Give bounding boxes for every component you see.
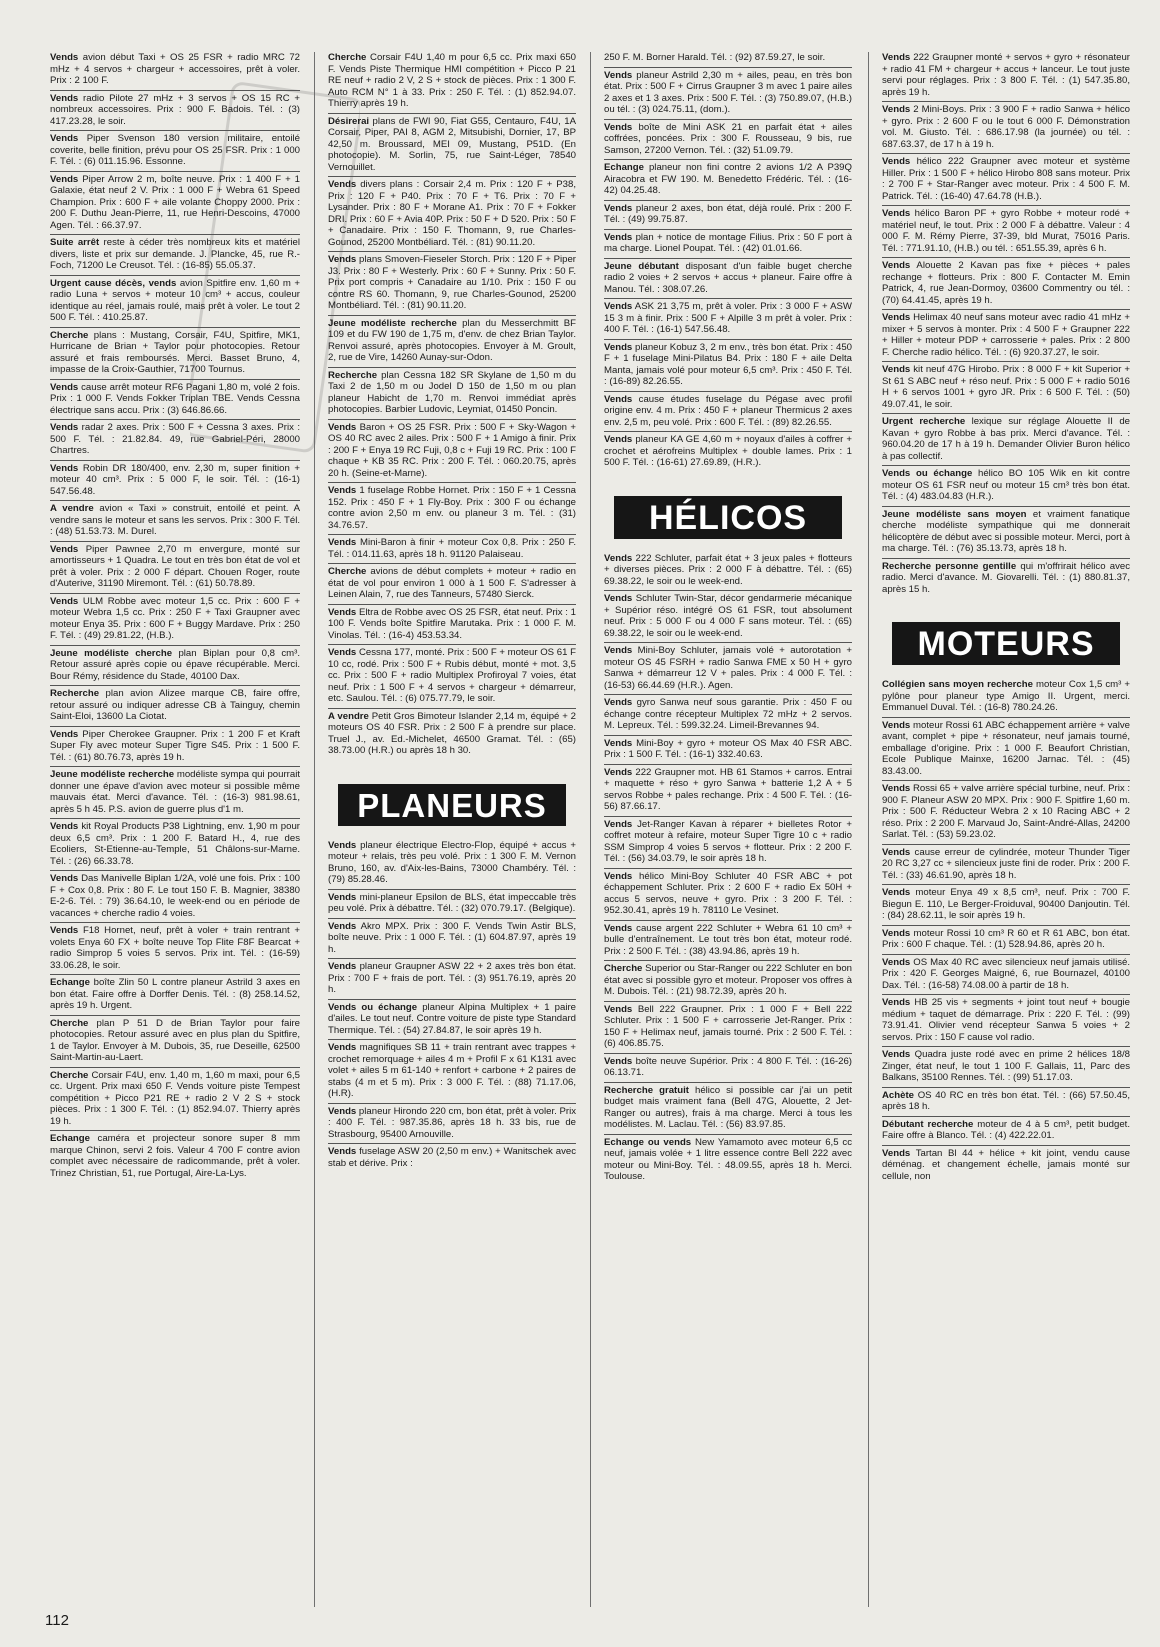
ad-body: Corsair F4U, env. 1,40 m, 1,60 m maxi, pour 6,5 cc. Urgent. Prix maxi 650 F. Vends voiture piste Tempest compétition + Picco P21 RE + radio 2 V 2 S + stock pièces. Prix : 1 300 F. Tél. : (1) 852.94.07. Thierry après 19 h. <box>50 1069 300 1127</box>
column-rule <box>314 52 315 1607</box>
classified-ad <box>50 420 300 461</box>
ad-lead: Recherche gratuit <box>604 1084 689 1096</box>
ad-body: planeur Hirondo 220 cm, bon état, prêt à voler. Prix : 400 F. Tél. : 987.35.86, après 18 h. 33 bis, rue de Strasbourg, 95400 Arnouville. <box>328 1105 576 1140</box>
classified-ad <box>604 921 852 962</box>
ad-body: moteur Rossi 10 cm³ R 60 et R 61 ABC, bon état. Prix : 600 F chaque. Tél. : (1) 528.94.86, après 20 h. <box>882 927 1130 950</box>
ad-lead: Vends <box>50 821 79 832</box>
ad-body: Eltra de Robbe avec OS 25 FSR, état neuf. Prix : 1 100 F. Vends boîte Spitfire Marutaka. Prix : 1 000 F. M. Vinolas. Tél. : (16-4) 453.53.34. <box>328 606 576 641</box>
ad-body: plan du Messerchmitt BF 109 et du FW 190 de 1,75 m, d'env. de chez Brian Taylor. Renvoi assuré, après photocopies. Envoyer à M. Groult, 2, rue de Vire, 14260 Aunay-sur-Odon. <box>328 317 576 363</box>
ad-lead: Vends <box>882 1147 911 1159</box>
ad-lead: Achète <box>882 1089 914 1101</box>
ad-lead: Vends <box>604 922 633 934</box>
classified-ad <box>328 919 576 960</box>
classified-ad <box>604 432 852 472</box>
ad-body: ASK 21 3,75 m, prêt à voler. Prix : 3 000 F + ASW 15 3 m à finir. Prix : 500 F + Alpille 3 m prêt à voler. Prix : 400 F. Tél. : (16-1) 547.56.48. <box>604 301 852 335</box>
ad-lead: Vends <box>882 719 911 731</box>
ad-body: 222 Graupner mot. HB 61 Stamos + carros. Entrai + maquette + réso + gyro Sanwa + batterie 1,2 A + 5 servos Robbe + pales rechange. Prix : 4 500 F. Tél. : (16-56) 87.66.17. <box>604 766 852 812</box>
ad-body: moteur de 4 à 5 cm³, petit budget. Faire offre à Blanco. Tél. : (4) 422.22.01. <box>882 1118 1130 1141</box>
ad-lead: Vends <box>50 873 79 884</box>
ad-body: Superior ou Star-Ranger ou 222 Schluter en bon état avec si possible gyro et moteur. Proposer vos offres à M. Dubois. Tél. : (21) 98.72.39, après 20 h. <box>604 963 852 997</box>
ad-body: Mini-Baron à finir + moteur Cox 0,8. Prix : 250 F. Tél. : 014.11.63, après 18 h. 91120 Palaiseau. <box>328 537 576 560</box>
ad-lead: Recherche <box>328 369 378 381</box>
ad-lead: Désirerai <box>328 115 370 127</box>
classified-ad <box>604 765 852 817</box>
ad-body: hélico si possible car j'ai un petit budget mais vraiment fana (Bell 47G, Alouette, 2 Jet-Ranger ou autres), frais à ma charge. Merci à tous les modélistes. M. Laclau. Tél. : (56) 83.97.85. <box>604 1084 852 1130</box>
ad-body: planeur Graupner ASW 22 + 2 axes très bon état. Prix : 700 F + frais de port. Tél. : (3) 951.76.19, après 20 h. <box>328 961 576 995</box>
ad-body: hélico Mini-Boy Schluter 40 FSR ABC + pot échappement Schluter. Prix : 2 600 F + radio Ex 50H + accus 5 servos, neuve + gyro. Prix : 3 200 F. Tél. : 952.30.41, après 19 h. 78110 Le Vesinet. <box>604 870 852 916</box>
ad-lead: Vends <box>328 647 357 658</box>
ad-lead: A vendre <box>328 710 369 722</box>
classified-ad <box>50 235 300 276</box>
section-title-moteurs: MOTEURS <box>892 622 1120 665</box>
ad-body: plan avion Alizee marque CB, faire offre, retour assuré ou indiquer adresse CB à Tainguy, chemin Saint-Eloi, 13600 La Ciotat. <box>50 688 300 722</box>
ad-lead: Vends <box>882 52 911 63</box>
ad-body: avion Spitfire env. 1,60 m + radio Luna + servos + moteur 10 cm³ + accus, couleur identique au réel, jamais roulé, mais prêt à voler. Le tout 2 500 F. Tél. : 410.25.87. <box>50 277 300 323</box>
ad-lead: Vends <box>328 537 357 548</box>
classified-ad <box>882 885 1130 926</box>
classified-ad <box>882 845 1130 886</box>
classified-ad <box>50 871 300 923</box>
classified-ad <box>328 645 576 709</box>
classified-ad <box>882 559 1130 599</box>
ad-lead: Cherche <box>328 566 367 577</box>
ad-lead: Echange ou vends <box>604 1136 692 1148</box>
ad-lead: Vends ou échange <box>882 468 973 479</box>
classified-ad <box>604 736 852 765</box>
ad-body: planeur non fini contre 2 avions 1/2 A P39Q Airacobra et FW 190. M. Benedetto Frédéric. Tél. : (16-42) 04.25.48. <box>604 162 852 196</box>
ad-body: plan P 51 D de Brian Taylor pour faire photocopies. Retour assuré avec en plus plan du Spitfire, 1 de Taylor. Envoyer à M. Dubois, 35, rue Deseille, 62500 Saint-Martin-au-Laert. <box>50 1017 300 1063</box>
ad-lead: Jeune modéliste sans moyen <box>882 508 1027 520</box>
ad-lead: Débutant recherche <box>882 1118 974 1130</box>
classified-ad <box>882 206 1130 258</box>
ad-body: planeur électrique Electro-Flop, équipé + accus + moteur + relais, très peu volé. Prix : 1 300 F. M. Vernon Bruno, 160, av. d'Aix-les-Bains, 73000 Chambéry. Tél. : (79) 85.28.46. <box>328 839 576 885</box>
classified-ad <box>50 1016 300 1068</box>
classified-ad <box>882 310 1130 362</box>
ad-lead: Collégien sans moyen recherche <box>882 679 1033 690</box>
ad-lead: Vends <box>604 1055 633 1067</box>
ad-body: fuselage ASW 20 (2,50 m env.) + Wanitschek avec stab et dérive. Prix : <box>328 1146 576 1169</box>
classified-ad <box>50 819 300 871</box>
classified-ad <box>50 50 300 91</box>
classified-ad <box>328 1000 576 1041</box>
ad-lead: Vends <box>882 260 911 271</box>
ad-lead: Vends <box>328 891 357 903</box>
ad-lead: Vends <box>604 1003 633 1015</box>
ad-lead: Vends <box>50 381 79 393</box>
ad-body: radio Pilote 27 mHz + 3 servos + OS 15 RC + nombreux accessoires. Prix : 900 F. Badois. Tél. : (3) 417.23.28, le soir. <box>50 92 300 127</box>
ad-lead: Vends <box>604 69 633 81</box>
classified-ad <box>604 160 852 201</box>
classified-ad <box>328 50 576 114</box>
classified-ad <box>882 1146 1130 1186</box>
ad-lead: Vends <box>604 231 633 243</box>
ad-lead: Vends <box>328 1042 357 1053</box>
ad-body: Rossi 65 + valve arrière spécial turbine, neuf. Prix : 900 F. Planeur ASW 20 MPX. Prix : 900 F. Spitfire 1,60 m. Prix : 500 F. Réducteur Webra 2 x 10 Racing ABC + 2 réso. Prix : 2 200 F. Marvaud Jo, Saint-André-Allas, 24200 Sarlat. Tél. : (53) 59.23.02. <box>882 783 1130 840</box>
classified-ad <box>50 727 300 768</box>
classified-ad <box>604 120 852 161</box>
ad-body: Jet-Ranger Kavan à réparer + bielletes Rotor + coffret moteur à refaire, moteur Super Tigre 10 c + radio SSM Simprop 4 voies 5 servos + flotteur. Prix : 2 200 F. Tél. : (56) 34.03.79, le soir après 18 h. <box>604 818 852 864</box>
ad-body: plans : Mustang, Corsair, F4U, Spitfire, MK1, Hurricane de Brian + Taylor pour photocopies. Retour assuré et frais remboursés. Merci. Basset Bruno, 4, impasse de la Croix-Gauthier, 71700 Tournus. <box>50 329 300 375</box>
ad-body: kit neuf 47G Hirobo. Prix : 8 000 F + kit Superior + St 61 S ABC neuf + réso neuf. Prix : 5 000 F + radio 5016 H + 6 servos 1001 + gyro JR. Prix : 6 500 F. Tél. : (50) 49.07.41, le soir. <box>882 364 1130 410</box>
classified-ad <box>50 1068 300 1132</box>
classified-ad <box>604 817 852 869</box>
classified-ad <box>882 995 1130 1047</box>
classified-ad <box>50 172 300 236</box>
classified-ad <box>882 781 1130 845</box>
ad-body: Piper Arrow 2 m, boîte neuve. Prix : 1 400 F + 1 Galaxie, état neuf 2 V. Prix : 1 000 F + Webra 61 Speed Champion. Prix : 600 F + aile volante Choppy 2000. Prix : 200 F. Duthu Jean-Pierre, 11, rue Henri-Descoins, 47000 Agen. Tél. : 66.37.97. <box>50 173 300 231</box>
ad-lead: Cherche <box>50 1069 89 1081</box>
classified-ad <box>50 276 300 328</box>
ad-body: lexique sur réglage Alouette II de Kavan + gyro Robbe à bas prix. Merci d'avance. Tél. : 960.04.20 de 17 h à 19 h. Demander Olivier Buron hélico à pas collectif. <box>882 416 1130 462</box>
ad-lead: Vends <box>50 925 79 936</box>
ad-body: Piper Pawnee 2,70 m envergure, monté sur amortisseurs + 1 Quadra. Le tout en très bon état de vol et prêt à voler. Prix : 2 000 F départ. Chouen Roger, route d'Auterive, 31190 Miremont. Tél. : (61) 50.78.89. <box>50 543 300 589</box>
ad-body: 222 Schluter, parfait état + 3 jeux pales + flotteurs + diverses pièces. Prix : 2 000 F à débattre. Tél. : (65) 69.38.22, le soir ou le week-end. <box>604 552 852 587</box>
ad-lead: Suite arrêt <box>50 237 100 248</box>
classified-ad <box>328 1040 576 1104</box>
ad-lead: Vends <box>604 645 633 656</box>
classified-ad <box>604 1135 852 1186</box>
classified-ad <box>50 686 300 727</box>
classified-ad <box>328 114 576 178</box>
ad-body: qui m'offrirait hélico avec radio. Merci d'avance. M. Giovarelli. Tél. : (1) 880.81.37, après 15 h. <box>882 560 1130 595</box>
classified-ad <box>328 420 576 484</box>
ad-body: ULM Robbe avec moteur 1,5 cc. Prix : 600 F + moteur Webra 1,5 cc. Prix : 250 F + Taxi Graupner avec moteur Enya 35. Prix : 600 F + Buggy Mardave. Prix : 250 F. Tél. : (49) 29.81.22, (H.B.). <box>50 595 300 641</box>
ad-body: planeur 2 axes, bon état, déjà roulé. Prix : 200 F. Tél. : (49) 99.75.87. <box>604 202 852 225</box>
ad-body: Baron + OS 25 FSR. Prix : 500 F + Sky-Wagon + OS 40 RC avec 2 ailes. Prix : 500 F + 1 Amigo à finir. Prix : 200 F + Enya 19 RC Fuji, 0,8 c + Fuji 19 RC. Prix : 100 F chaque + KB 35 RC. Prix : 200 F. Tél. : 060.20.75, après 20 h. (Seine-et-Marne). <box>328 421 576 479</box>
ad-body: Mini-Boy + gyro + moteur OS Max 40 FSR ABC. Prix : 1 500 F. Tél. : (16-1) 332.40.63. <box>604 737 852 760</box>
classified-ad <box>604 299 852 340</box>
ad-body: divers plans : Corsair 2,4 m. Prix : 120 F + P38, Prix : 120 F + P40. Prix : 70 F + T6. Prix : 70 F + Lysander. Prix : 80 F + Morane A1. Prix : 70 F + Fokker DRI. Prix : 60 F + Avia 40P. Prix : 50 F + D 520. Prix : 50 F + Canadaire. Prix : 150 F. Thomann, 9, rue Charles-Gounod, 25200 Montbéliard. Tél. : (81) 90.11.20. <box>328 179 576 248</box>
ad-lead: Vends <box>328 1146 357 1157</box>
ad-lead: Vends <box>604 870 633 882</box>
ad-lead: Vends <box>604 202 633 214</box>
classified-ad <box>50 767 300 819</box>
ad-lead: Vends <box>328 179 357 190</box>
classified-ad <box>50 975 300 1016</box>
ad-body: Alouette 2 Kavan pas fixe + pièces + pales rechange + flotteurs. Prix : 800 F. Contacter M. Emin Patrick, 4, rue Jean-Dormoy, 03600 Commentry ou tél. : (70) 64.41.45, après 19 h. <box>882 260 1130 306</box>
ad-body: plan + notice de montage Filius. Prix : 50 F port à ma charge. Lionel Poupat. Tél. : (42) 01.01.66. <box>604 231 852 254</box>
classified-ad <box>604 643 852 695</box>
ad-lead: Vends <box>604 121 633 133</box>
ad-body: Tartan Bl 44 + hélice + kit joint, vendu cause déménag. et changement échelle, jamais monté sur cellule, non <box>882 1147 1130 1182</box>
classified-ad <box>50 542 300 594</box>
ad-lead: Vends <box>50 595 79 607</box>
ad-lead: Vends <box>328 421 357 433</box>
ad-lead: Vends <box>328 606 357 618</box>
ad-body: plan Biplan pour 0,8 cm³. Retour assuré après copie ou épave récupérable. Merci. Bour Rémy, résidence du Stade, 40100 Dax. <box>50 647 300 682</box>
ad-body: cause études fuselage du Pégase avec profil origine env. 4 m. Prix : 450 F + planeur Thermicus 2 axes env. 2,5 m, peu volé. Prix : 600 F. Tél. : (89) 82.26.55. <box>604 393 852 428</box>
ad-lead: Vends <box>882 887 911 898</box>
ad-lead: Vends ou échange <box>328 1001 418 1013</box>
ad-body: planeur Kobuz 3, 2 m env., très bon état. Prix : 450 F + 1 fuselage Mini-Pilatus B4. Prix : 180 F + aile Delta Manta, jamais volé pour moteur 6,5 cm³. Prix : 450 F. Tél. : (16-89) 82.26.55. <box>604 341 852 387</box>
ad-body: Piper Cherokee Graupner. Prix : 1 200 F et Kraft Super Fly avec moteur Super Tigre S45. Prix : 1 500 F. Tél. : (61) 80.76.73, après 19 h. <box>50 728 300 763</box>
ad-body: cause arrêt moteur RF6 Pagani 1,80 m, volé 2 fois. Prix : 1 000 F. Vends Fokker Triplan TBE. Vends Cessna électrique sans accu. Prix : (3) 646.86.66. <box>50 381 300 416</box>
ad-body: Piper Svenson 180 version militaire, entoilé coverite, belle finition, prévu pour OS 25 FSR. Prix : 1 000 F. Tél. : (6) 011.15.96. Essonne. <box>50 133 300 167</box>
ad-body: plans Smoven-Fieseler Storch. Prix : 120 F + Piper J3. Prix : 80 F + Westerly. Prix : 60 F + Sunny. Prix : 50 F. Prix port compris + Canadaire au 1/10. Prix : 150 F ou contre RS 60. Thomann, 9, rue Charles-Gounod, 25200 Montbéliard. Tél. : (81) 90.11.20. <box>328 254 576 311</box>
ad-body: plan Cessna 182 SR Skylane de 1,50 m du Taxi 2 de 1,50 m ou Jodel D 150 de 1,50 m ou plan planeur Habicht de 1,70 m. Renvoi immédiat après photocopies. Barbier Ludovic, Leymiat, 01450 Poncin. <box>328 369 576 415</box>
section-title-helicos: HÉLICOS <box>614 496 842 539</box>
classified-ad <box>328 838 576 890</box>
column-rule <box>590 52 591 1607</box>
classified-ad <box>604 201 852 230</box>
ad-body: hélico 222 Graupner avec moteur et système Hiller. Prix : 1 500 F + hélico Hirobo 808 sans moteur. Prix : 2 700 F + Star-Ranger avec moteur. Prix : 4 500 F. M. Patrick. Tél. : (16-40) 47.64.78 (H.B.). <box>882 156 1130 202</box>
ad-lead: Cherche <box>328 52 367 63</box>
classified-ad <box>328 368 576 420</box>
classified-ad <box>604 68 852 120</box>
ad-body: disposant d'un faible buget cherche radio 2 voies + 2 servos + accus + planeur. Faire offre à Manou. Tél. : 308.07.26. <box>604 260 852 295</box>
ad-body: moteur Rossi 61 ABC échappement arrière + valve avant, complet + pipe + résonateur, neuf jamais tourné, emballage d'origine. Prix : 1 000 F. Beaufort Christian, Ecole Publique Mainxe, 16200 Jarnac. Tél. : (45) 83.43.00. <box>882 719 1130 777</box>
classified-ad <box>328 483 576 535</box>
classified-ad <box>882 414 1130 466</box>
ad-lead: Vends <box>882 208 911 219</box>
ad-body: boîte neuve Supérior. Prix : 4 800 F. Tél. : (16-26) 06.13.71. <box>604 1055 852 1078</box>
ad-lead: Urgent recherche <box>882 416 966 427</box>
section-title-planeurs: PLANEURS <box>338 784 566 826</box>
ad-body: planeur KA GE 4,60 m + noyaux d'ailes à coffrer + crochet et aérofreins Multiplex + double lames. Prix : 1 500 F. Tél. : (16-61) 27.69.89, (H.R.). <box>604 434 852 468</box>
ad-lead: A vendre <box>50 503 94 514</box>
classified-ad <box>50 328 300 380</box>
ad-body: Helimax 40 neuf sans moteur avec radio 41 mHz + mixer + 5 servos à monter. Prix : 4 500 F + Graupner 222 + Hiller + moteur PDP + carrosserie + pales. Prix : 2 800 F. Cherche radio hélico. Tél. : (6) 920.37.27, le soir. <box>882 312 1130 358</box>
ad-lead: Vends <box>604 737 633 749</box>
classified-ad <box>604 1002 852 1054</box>
ad-body: moteur Cox 1,5 cm³ + pylône pour planeur type Amigo II. Urgent, merci. Emmanuel Duval. Tél. : (16-8) 780.24.26. <box>882 679 1130 713</box>
ad-lead: Vends <box>604 818 633 830</box>
ad-body: cause erreur de cylindrée, moteur Thunder Tiger 20 RC 3,27 cc + silencieux juste fini de roder. Prix : 200 F. Tél. : (33) 46.61.90, après 18 h. <box>882 846 1130 881</box>
classified-ad <box>604 230 852 259</box>
column-4 <box>882 50 1130 1610</box>
ad-lead: Vends <box>50 173 79 185</box>
classified-ad <box>882 466 1130 507</box>
ad-body: et vraiment fanatique cherche modéliste sympathique qui me donnerait hélicoptère de début avec si possible moteur. Merci, port à ma charge. Tél. : (76) 35.13.73, après 18 h. <box>882 508 1130 554</box>
classified-ad <box>604 340 852 392</box>
ad-lead: Vends <box>882 997 911 1008</box>
classified-ad <box>604 695 852 736</box>
ad-lead: Vends <box>328 254 357 265</box>
classified-ad <box>50 380 300 421</box>
ad-lead: Vends <box>882 104 911 115</box>
ad-body: hélico BO 105 Wik en kit contre moteur OS 61 FSR neuf ou moteur 15 cm³ très bon état. Tél. : (4) 483.04.83 (H.R.). <box>882 468 1130 502</box>
ad-body: Quadra juste rodé avec en prime 2 hélices 18/8 Zinger, état neuf, le tout 1 100 F. Gallais, 11, Parc des Balkans, 35100 Rennes. Tél. : (99) 51.17.03. <box>882 1049 1130 1083</box>
classified-ad <box>882 926 1130 955</box>
classified-ad <box>328 709 576 760</box>
ad-lead: Recherche <box>50 688 100 699</box>
classified-ad <box>50 594 300 646</box>
ad-body: OS Max 40 RC avec silencieux neuf jamais utilisé. Prix : 420 F. Georges Maigné, 6, rue Bournazel, 40100 Dax. Tél. : (16-58) 74.08.00 à partir de 18 h. <box>882 956 1130 991</box>
ad-body: F18 Hornet, neuf, prêt à voler + train rentrant + volets Enya 60 FX + boîte neuve Top Flite F8F Bearcat + radio Simprop 5 voies 5 servos. Prix int. Tél. : (16-59) 33.06.28, le soir. <box>50 925 300 971</box>
classified-ad <box>328 564 576 605</box>
classified-ad <box>328 177 576 252</box>
classified-ad <box>882 362 1130 414</box>
ad-lead: Vends <box>882 846 911 858</box>
ad-lead: Jeune débutant <box>604 260 679 272</box>
classified-ad <box>882 677 1130 718</box>
ad-lead: Cherche <box>604 963 643 974</box>
ad-body: Bell 222 Graupner. Prix : 1 000 F + Bell 222 Schluter. Prix : 1 500 F + carrosserie Jet-Ranger. Prix : 150 F + Helimax neuf, jamais tourné. Prix : 2 500 F. Tél. : (6) 406.85.75. <box>604 1003 852 1049</box>
column-rule <box>868 52 869 1607</box>
classified-ad <box>328 1144 576 1172</box>
column-3 <box>604 50 852 1610</box>
ad-lead: Vends <box>604 341 633 353</box>
column-1 <box>50 50 300 1610</box>
ad-body: 2 Mini-Boys. Prix : 3 900 F + radio Sanwa + hélico + gyro. Prix : 2 600 F ou le tout 6 000 F. Démonstration vol. M. Giusto. Tél. : 686.17.98 (la journée) ou tél. : 687.63.37, de 17 h à 19 h. <box>882 104 1130 150</box>
classified-ad <box>882 1047 1130 1088</box>
ad-body: Petit Gros Bimoteur Islander 2,14 m, équipé + 2 moteurs OS 40 FSR. Prix : 2 500 F à prendre sur place. Truel J., av. Ed.-Michelet, 46500 Gramat. Tél. : (65) 38.73.00 (H.R.) ou après 18 h 30. <box>328 710 576 756</box>
classified-ad <box>882 955 1130 996</box>
classified-ad <box>328 605 576 646</box>
ad-lead: Vends <box>882 956 911 968</box>
ad-lead: Vends <box>604 434 633 445</box>
ad-lead: Vends <box>328 839 357 851</box>
ad-lead: Echange <box>604 162 644 173</box>
column-2 <box>328 50 576 1610</box>
ad-lead: Vends <box>50 52 79 63</box>
classified-ad <box>328 959 576 1000</box>
classified-ad <box>328 316 576 368</box>
ad-body: 250 F. M. Borner Harald. Tél. : (92) 87.59.27, le soir. <box>604 52 826 63</box>
classified-ad <box>882 154 1130 206</box>
classified-ad <box>882 507 1130 559</box>
ad-body: plans de FWI 90, Fiat G55, Centauro, F4U, 1A Corsair, Piper, PAI 8, AGM 2, Mitsubishi, Dornier, 17, BP 42,50 m. Broussard, MEI 09, Mustang, P51D. (En photocopie). M. Sorlin, 75, rue Saint-Léger, 78540 Vernouillet. <box>328 115 576 173</box>
ad-body: hélico Baron PF + gyro Robbe + moteur rodé + matériel neuf, le tout. Prix : 2 000 F à débattre. Valeur : 4 000 F. M. Rémy Pierre, 37-39, bld Murat, 75016 Paris. Tél. : 771.91.10, (H.B.) ou tél. : 651.55.39, après 6 h. <box>882 208 1130 254</box>
ad-body: Cessna 177, monté. Prix : 500 F + moteur OS 61 F 10 cc, rodé. Prix : 500 F + Rubis début, monté + mot. 3,5 cc. Prix : 500 F + radio Multiplex Profiroyal 7 voies, état neuf. Prix : 1 500 F + 4 servos + chargeur + démarreur, etc. Saulou. Tél. : (6) 075.77.79, le soir. <box>328 647 576 704</box>
classified-ad <box>882 1117 1130 1146</box>
classified-ad <box>882 102 1130 154</box>
ad-body: planeur Alpina Multiplex + 1 paire d'ailes. Le tout neuf. Contre voiture de piste type Standard Thermique. Tél. : (54) 27.84.87, le soir après 19 h. <box>328 1001 576 1036</box>
classified-ad <box>882 1088 1130 1117</box>
ad-lead: Cherche <box>50 329 89 341</box>
ad-body: 1 fuselage Robbe Hornet. Prix : 150 F + 1 Cessna 152. Prix : 450 F + 1 Fly-Boy. Prix : 300 F ou échange contre avion 2,50 m env. ou planeur 3 m. Tél. : (31) 34.76.57. <box>328 485 576 531</box>
classified-ad <box>604 392 852 433</box>
ad-lead: Vends <box>604 697 633 708</box>
ad-lead: Vends <box>50 92 79 104</box>
classified-ad <box>604 1054 852 1083</box>
ad-lead: Vends <box>882 156 911 167</box>
ad-lead: Jeune modéliste recherche <box>328 317 457 329</box>
ad-lead: Vends <box>50 462 79 474</box>
ad-body: avion « Taxi » construit, entoilé et peint. A vendre sans le moteur et sans les servos. Prix : 300 F. Tél. : (48) 51.53.73. M. Durel. <box>50 503 300 537</box>
ad-lead: Echange <box>50 1133 90 1144</box>
classified-ad <box>50 461 300 502</box>
ad-body: planeur Astrild 2,30 m + ailes, peau, en très bon état. Prix : 500 F + Cirrus Graupner 3 m avec 1 paire ailes 2 axes et 1 3 axes. Prix : 500 F. Tél. : (3) 750.89.07, (H.B.) ou tél. : (3) 024.75.11, (dom.). <box>604 69 852 115</box>
ad-body: gyro Sanwa neuf sous garantie. Prix : 450 F ou échange contre récepteur Multiplex 72 mHz + 2 servos. M. Lepreux. Tél. : 599.32.24. Limeil-Brevannes 94. <box>604 697 852 731</box>
ad-body: reste à céder très nombreux kits et matériel divers, liste et prix sur demande. J. Plancke, 45, rue R.-Foch, 71200 Le Creusot. Tél. : (16-85) 55.05.37. <box>50 237 300 271</box>
classified-ad <box>328 1104 576 1145</box>
ad-body: cause argent 222 Schluter + Webra 61 10 cm³ + bulle d'entraînement. Le tout très bon état, moteur rodé. Prix : 2 500 F. Tél. : (38) 43.94.86, après 19 h. <box>604 922 852 957</box>
ad-body: Akro MPX. Prix : 300 F. Vends Twin Astir BLS, boîte neuve. Prix : 1 000 F. Tél. : (1) 604.87.97, après 19 h. <box>328 920 576 955</box>
ad-body: OS 40 RC en très bon état. Tél. : (66) 57.50.45, après 18 h. <box>882 1089 1130 1112</box>
ad-body: radar 2 axes. Prix : 500 F + Cessna 3 axes. Prix : 500 F. Tél. : 21.82.84. 49, rue Gabriel-Péri, 28000 Chartres. <box>50 422 300 456</box>
ad-body: boîte de Mini ASK 21 en parfait état + ailes coffrées, poncées. Prix : 300 F. Rousseau, 9 bis, rue Samson, 27200 Vernon. Tél. : (32) 51.09.79. <box>604 121 852 156</box>
classified-ad <box>604 869 852 921</box>
classified-ad <box>882 718 1130 782</box>
ad-lead: Vends <box>328 920 357 932</box>
classified-ad <box>50 1131 300 1182</box>
ad-body: mini-planeur Epsilon de BLS, état impeccable très peu volé. Prix à débattre. Tél. : (32) 070.79.17. (Belgique). <box>328 891 576 914</box>
ad-body: modéliste sympa qui pourrait donner une épave d'avion avec moteur si possible même mauvais état. Merci d'avance. Tél. : (16-3) 981.98.61, après 5 h 45. P.S. avion de guerre plus d'1 m. <box>50 769 300 815</box>
ad-body: Das Manivelle Biplan 1/2A, volé une fois. Prix : 100 F + Cox 0,8. Prix : 80 F. Le tout 150 F. B. Magnier, 38380 E-2-6. Tél. : 79) 36.64.10, le week-end ou en période de vacances + cherche radio 4 voies. <box>50 873 300 919</box>
classified-ad <box>604 551 852 592</box>
ad-lead: Vends <box>882 364 911 375</box>
ad-body: Robin DR 180/400, env. 2,30 m, super finition + moteur 40 cm³. Prix : 5 000 F, le soir. Tél. : (16-1) 547.56.48. <box>50 462 300 497</box>
page-number: 112 <box>45 1612 69 1629</box>
ad-lead: Vends <box>328 1105 357 1117</box>
ad-lead: Urgent cause décès, vends <box>50 277 177 289</box>
ad-body: avion début Taxi + OS 25 FSR + radio MRC 72 mHz + 4 servos + chargeur + accessoires, prêt à voler. Prix : 2 100 F. <box>50 52 300 86</box>
ad-lead: Vends <box>882 927 911 939</box>
ad-lead: Vends <box>604 593 633 604</box>
ad-lead: Vends <box>50 728 79 740</box>
ad-lead: Vends <box>604 766 633 778</box>
classified-ad <box>604 50 852 68</box>
classified-ad <box>604 1083 852 1135</box>
ad-lead: Vends <box>50 133 79 144</box>
ad-body: Schluter Twin-Star, décor gendarmerie mécanique + Supérior réso. intégré OS 61 FSR, tout absolument neuf. Prix : 5 000 F ou 4 000 F sans moteur. Tél. : (65) 69.38.22, le soir ou le week-end. <box>604 593 852 639</box>
classified-ad <box>50 923 300 975</box>
ad-body: 222 Graupner monté + servos + gyro + résonateur + radio 41 FM + chargeur + accus + lanceur. Le tout juste servi pour réglages. Prix : 3 800 F. Tél. : (1) 547.35.80, après 19 h. <box>882 52 1130 98</box>
classified-ad <box>328 535 576 564</box>
ad-lead: Vends <box>50 422 79 433</box>
ad-lead: Vends <box>604 301 633 312</box>
ad-body: magnifiques SB 11 + train rentrant avec trappes + crochet remorquage + ailes 4 m + Profil F x 61 K131 avec volet + ailes 5 m 61-140 + renfort + carbone + 2 paires de stabs (4 m et 5 m). Prix : 3 000 F. Tél. : (88) 71.17.06, (H.R). <box>328 1042 576 1099</box>
classified-ad <box>50 91 300 132</box>
ad-lead: Vends <box>50 543 79 555</box>
ad-body: New Yamamoto avec moteur 6,5 cc neuf, jamais volée + 1 litre essence contre Bell 222 avec moteur ou Mini-Boy. Tél. : 48.09.55, après 18 h. Merci. Toulouse. <box>604 1136 852 1182</box>
classified-ad <box>50 131 300 172</box>
ad-body: moteur Enya 49 x 8,5 cm³, neuf. Prix : 700 F. Biegun E. 110, Le Berger-Froiduval, 90400 Danjoutin. Tél. : (84) 28.62.11, le soir après 19 h. <box>882 887 1130 921</box>
ad-lead: Vends <box>882 312 911 323</box>
ad-lead: Vends <box>882 783 911 794</box>
ad-body: kit Royal Products P38 Lightning, env. 1,90 m pour deux 6,5 cm³. Prix : 1 200 F. Batard H., 4, rue des Ecoliers, St-Etienne-au-Temple, 51 Châlons-sur-Marne. Tél. : (26) 66.33.78. <box>50 821 300 867</box>
ad-lead: Vends <box>604 552 633 564</box>
ad-lead: Vends <box>882 1049 911 1060</box>
ad-body: avions de début complets + moteur + radio en état de vol pour environ 1 000 à 1 500 F. S'adresser à Leinen Alain, 7, rue des Tanneurs, 57480 Sierck. <box>328 566 576 600</box>
ad-lead: Jeune modéliste cherche <box>50 647 173 659</box>
ad-body: HB 25 vis + segments + joint tout neuf + bougie médium + taquet de démarrage. Prix : 220 F. Tél. : (99) 73.91.41. Olivier vend récepteur Sanwa 5 voies + 2 servos. Prix : 150 F cause vol radio. <box>882 997 1130 1043</box>
classified-ad <box>604 961 852 1002</box>
classified-ad <box>882 50 1130 102</box>
ad-body: Corsair F4U 1,40 m pour 6,5 cc. Prix maxi 650 F. Vends Piste Thermique HMI compétition + Picco P 21 RE neuf + radio 2 V, 2 S + stock de pièces. Prix : 1 300 F. Auto RCM N° 1 à 33. Prix : 250 F. Tél. : (1) 852.94.07. Thierry après 19 h. <box>328 52 576 109</box>
ad-lead: Echange <box>50 977 90 988</box>
classified-ad <box>328 252 576 316</box>
classified-ad <box>50 501 300 542</box>
classified-ad <box>604 259 852 300</box>
ad-body: caméra et projecteur sonore super 8 mm marque Chinon, servi 2 fois. Valeur 4 700 F contre avion complet avec nécessaire de radicommande, prêt à voler. Trinez Christian, 51, rue Portugal, Aire-La-Lys. <box>50 1133 300 1179</box>
ad-body: Mini-Boy Schluter, jamais volé + autorotation + moteur OS 45 FSRH + radio Sanwa FME x 50 H + gyro Sanwa + démarreur 12 V + pales. Prix : 4 000 F. Tél. : (16-53) 66.44.69 (H.R.). Agen. <box>604 645 852 691</box>
classified-ad <box>50 646 300 687</box>
classified-ad <box>328 890 576 919</box>
classified-ad <box>882 258 1130 310</box>
ad-lead: Vends <box>604 393 633 405</box>
ad-lead: Recherche personne gentille <box>882 560 1017 572</box>
classified-ad <box>604 591 852 643</box>
ad-lead: Vends <box>328 485 357 496</box>
ad-lead: Jeune modéliste recherche <box>50 769 175 780</box>
ad-body: boîte Zlin 50 L contre planeur Astrild 3 axes en bon état. Faire offre à Dorffer Denis. Tél. : (8) 258.14.52, après 19 h. Urgent. <box>50 977 300 1011</box>
ad-lead: Cherche <box>50 1017 89 1029</box>
ad-lead: Vends <box>328 961 357 972</box>
